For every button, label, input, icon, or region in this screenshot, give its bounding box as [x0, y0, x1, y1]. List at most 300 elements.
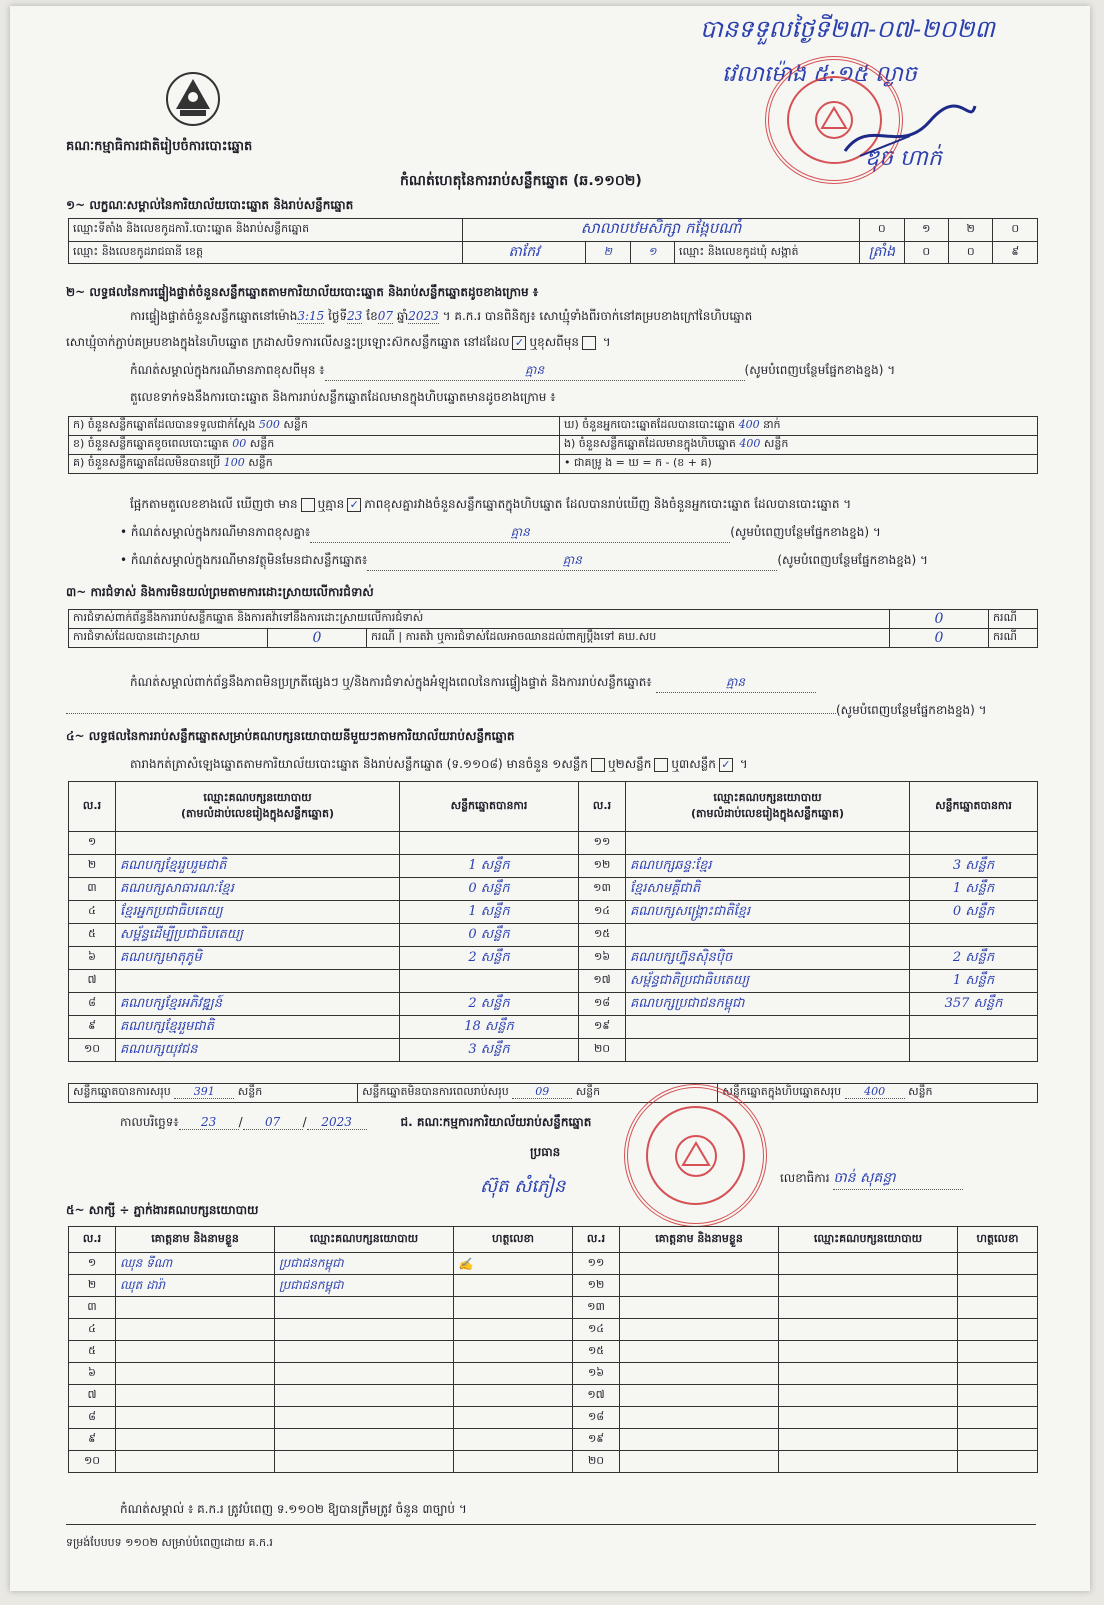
witness-party [779, 1275, 958, 1297]
footnote: កំណត់សម្គាល់ ៖ គ.ក.រ ត្រូវបំពេញ ទ.១១០២ ឱ្យបានត្រឹមត្រូវ ចំនួន ៣ច្បាប់ ។ [120, 1502, 467, 1516]
party-name: គណបក្សហ្វ៊ុនស៊ិនប៉ិច [626, 947, 910, 970]
witness-name [116, 1451, 275, 1473]
witness-party [779, 1297, 958, 1319]
row-no: ២ [69, 855, 116, 878]
col-party [626, 782, 910, 832]
witness-party [275, 1363, 454, 1385]
witness-signature [454, 1429, 573, 1451]
party-name [116, 832, 400, 855]
party-name [626, 1016, 910, 1039]
value: 400 [845, 1085, 905, 1099]
table-row [69, 1363, 1038, 1385]
appeal-label: ករណី | ការតវ៉ា ឬការជំទាស់ដែលអាចឈានដល់ពាក្យប្តឹងទៅ គឃ.សប [367, 629, 890, 648]
text: កំណត់សម្គាល់ក្នុងករណីមានភាពខុសពីមុន ៖ [130, 363, 325, 377]
text: សន្លឹកឆ្នោតមិនបានការពេលរាប់សរុប [362, 1085, 509, 1098]
witness-signature [454, 1451, 573, 1473]
location-code-digit: ១ [904, 219, 948, 242]
receiver-name-annotation: ឌុច ហាក់ [865, 146, 942, 171]
party-name [626, 924, 910, 947]
row-no: ៥ [69, 924, 116, 947]
party-name: គណបក្សខ្មែររួមជាតិ [116, 1016, 400, 1039]
table-row [69, 855, 1038, 878]
two-sheet-checkbox[interactable] [654, 758, 668, 772]
emblem-icon [671, 1131, 721, 1181]
unit: សន្លឹក [908, 1085, 933, 1098]
text: (តាមលំដាប់លេខរៀងក្នុងសន្លឹកឆ្នោត) [181, 806, 334, 820]
witness-table [68, 1226, 1038, 1473]
text: • កំណត់សម្គាល់ក្នុងករណីមានភាពខុសគ្នា៖ [120, 525, 311, 539]
row-no: ១ [69, 1253, 116, 1275]
party-votes: 3 សន្លឹក [400, 1039, 579, 1062]
difference-remark [120, 524, 881, 543]
witness-party [275, 1451, 454, 1473]
figures-intro: តួលេខទាក់ទងនឹងការបោះឆ្នោត និងការរាប់សន្លឹកឆ្នោតដែលមានក្នុងហិបឆ្នោតមានដូចខាងក្រោម ៖ [130, 390, 556, 404]
section2-title: ២~ លទ្ធផលនៃការផ្ទៀងផ្ទាត់ចំនួនសន្លឹកឆ្នោតតាមការិយាល័យបោះឆ្នោត និងរាប់សន្លឹកឆ្នោតដូចខាងក្រោម ៖ [66, 285, 539, 299]
party-votes: 18 សន្លឹក [400, 1016, 579, 1039]
value: 500 [258, 418, 280, 431]
location-value: សាលាបឋមសិក្សា កង្កែបណាំ [463, 219, 860, 242]
table-row [69, 832, 1038, 855]
witness-party [779, 1319, 958, 1341]
value: 00 [232, 437, 247, 450]
party-votes [400, 832, 579, 855]
value: គ្មាន [310, 524, 730, 543]
location-code-digit: ០ [993, 219, 1038, 242]
witness-signature [958, 1429, 1038, 1451]
text: (តាមលំដាប់លេខរៀងក្នុងសន្លឹកឆ្នោត) [691, 806, 844, 820]
text: ភាពខុសគ្នារវាងចំនួនសន្លឹកឆ្នោតក្នុងហិបឆ្នោត ដែលបានរាប់ឃើញ និងចំនួនអ្នកបោះឆ្នោត ដែលបានបោះឆ្នោត ។ [364, 497, 852, 511]
objection-label: ការជំទាស់ពាក់ព័ន្ធនឹងការរាប់សន្លឹកឆ្នោត និងការតវ៉ាទៅនឹងការដោះស្រាយលើការជំទាស់ [69, 610, 890, 629]
party-votes: 1 សន្លឹក [400, 901, 579, 924]
row-no: ១៩ [579, 1016, 626, 1039]
party-votes: 1 សន្លឹក [910, 970, 1038, 993]
text: ឈ្មោះគណបក្សនយោបាយ [203, 790, 312, 804]
results-body [69, 832, 1038, 1062]
table-row [69, 901, 1038, 924]
text: សន្លឹកឆ្នោតបានការសរុប [73, 1085, 171, 1098]
unit: នាក់ [763, 418, 781, 431]
witness-signature [454, 1319, 573, 1341]
verification-line-2: សោឃ្មុំចាក់ភ្ជាប់គម្របខាងក្នុងនៃហិបឆ្នោត ក្រដាសបិទការលើសន្ទះប្រឡោះស៊កសន្លឹកឆ្នោត នៅដដែល ✓ ឬខុសពីមុន ។ [66, 335, 611, 349]
row-no: ១៧ [573, 1385, 620, 1407]
witness-party [779, 1429, 958, 1451]
commune-code-digit: ០ [948, 242, 992, 264]
col-votes: សន្លឹកឆ្នោតបានការ [910, 782, 1038, 832]
chair-label: ប្រធាន [530, 1145, 561, 1159]
unit: សន្លឹក [763, 437, 789, 450]
appeal-value: 0 [890, 629, 989, 648]
party-name: គណបក្សប្រជាជនកម្ពុជា [626, 993, 910, 1016]
text: គ) ចំនួនសន្លឹកឆ្នោតដែលមិនបានប្រើ [73, 456, 221, 469]
witness-signature [958, 1253, 1038, 1275]
party-name [626, 1039, 910, 1062]
changed-checkbox[interactable] [582, 336, 596, 350]
committee-label: ជ. គណៈកម្មការការិយាល័យរាប់សន្លឹកឆ្នោត [400, 1115, 592, 1129]
party-name: ខ្មែរអ្នកប្រជាធិបតេយ្យ [116, 901, 400, 924]
difference-note [130, 362, 895, 381]
difference-value: គ្មាន [325, 362, 745, 381]
witness-party [275, 1297, 454, 1319]
one-sheet-checkbox[interactable] [591, 758, 605, 772]
party-votes: 2 សន្លឹក [910, 947, 1038, 970]
row-no: ១៣ [579, 878, 626, 901]
party-votes: 2 សន្លឹក [400, 993, 579, 1016]
table-row [69, 878, 1038, 901]
document-page [10, 6, 1090, 1591]
row-no: ១៦ [573, 1363, 620, 1385]
witness-signature [454, 1297, 573, 1319]
party-name [116, 970, 400, 993]
row-no: ១០ [69, 1039, 116, 1062]
party-votes [400, 970, 579, 993]
signature-top [840, 96, 980, 166]
row-no: ១២ [573, 1275, 620, 1297]
witness-name [116, 1429, 275, 1451]
text: កាលបរិច្ឆេទ៖ [120, 1115, 179, 1129]
irregularity-note-line2 [66, 702, 987, 720]
witness-name [116, 1407, 275, 1429]
party-name: សម្ព័ន្ធជាតិប្រជាធិបតេយ្យ [626, 970, 910, 993]
party-votes [910, 832, 1038, 855]
witness-signature: ✍ [454, 1253, 573, 1275]
text: ។ គ.ក.រ បានពិនិត្យ៖ សោឃ្មុំទាំងពីរចាក់នៅគម្របខាងក្រៅនៃហិបឆ្នោត [442, 309, 753, 323]
witness-party [779, 1407, 958, 1429]
row-no: ១៧ [579, 970, 626, 993]
table-row [69, 1297, 1038, 1319]
witness-name [620, 1253, 779, 1275]
location-code-digit: ២ [948, 219, 992, 242]
text: លេខាធិការ [780, 1171, 830, 1185]
text: ឈ្មោះគណបក្សនយោបាយ [713, 790, 822, 804]
commune-label: ឈ្មោះ និងលេខកូដឃុំ សង្កាត់ [674, 242, 859, 264]
unit: សន្លឹក [283, 418, 308, 431]
table-row [69, 1407, 1038, 1429]
three-sheet-checkbox[interactable]: ✓ [719, 758, 733, 772]
witness-signature [454, 1341, 573, 1363]
witness-name [620, 1275, 779, 1297]
witness-party [275, 1429, 454, 1451]
col-party: ឈ្មោះគណបក្សនយោបាយ [275, 1227, 454, 1253]
row-no: ១ [69, 832, 116, 855]
figure-cell [69, 417, 560, 436]
value: គ្មាន [656, 674, 816, 693]
unit: សន្លឹក [237, 1085, 263, 1098]
party-votes: 2 សន្លឹក [400, 947, 579, 970]
text: (សូមបំពេញបន្ថែមផ្នែកខាងខ្នង) ។ [777, 553, 928, 567]
row-no: ៩ [69, 1016, 116, 1039]
figure-cell [69, 455, 560, 474]
witness-name [116, 1319, 275, 1341]
party-votes: 3 សន្លឹក [910, 855, 1038, 878]
table-row [69, 947, 1038, 970]
party-name: គណបក្សយុវជន [116, 1039, 400, 1062]
row-no: ៤ [69, 901, 116, 924]
day: 23 [179, 1115, 239, 1130]
text: ការតវ៉ា ឬការជំទាស់ដែលអាចឈានដល់ពាក្យប្តឹងទៅ គឃ.សប [405, 630, 657, 643]
box-total [718, 1084, 1038, 1103]
row-no: ៣ [69, 1297, 116, 1319]
commission-name: គណៈកម្មាធិការជាតិរៀបចំការបោះឆ្នោត [66, 139, 253, 154]
row-no: ៩ [69, 1429, 116, 1451]
section4-title: ៤~ លទ្ធផលនៃការរាប់សន្លឹកឆ្នោតសម្រាប់គណបក្សនយោបាយនីមួយៗតាមការិយាល័យរាប់សន្លឹកឆ្នោត [66, 729, 515, 743]
row-no: ២ [69, 1275, 116, 1297]
table-row [69, 924, 1038, 947]
witness-signature [958, 1319, 1038, 1341]
witness-party [779, 1341, 958, 1363]
text: ង) ចំនួនសន្លឹកឆ្នោតដែលមានក្នុងហិបឆ្នោត [564, 437, 736, 450]
row-no: ៣ [69, 878, 116, 901]
col-name: គោត្តនាម និងនាមខ្លួន [116, 1227, 275, 1253]
objections-table [68, 609, 1038, 648]
text: • កំណត់សម្គាល់ក្នុងករណីមានវត្ថុមិនមែនជាសន្លឹកឆ្នោត៖ [120, 553, 368, 567]
month: 07 [243, 1115, 303, 1130]
witness-name: ឈុត ដារ៉ា [116, 1275, 275, 1297]
text: សន្លឹកឆ្នោតក្នុងហិបឆ្នោតសរុប [722, 1085, 842, 1098]
table-row [69, 1253, 1038, 1275]
date-line: កាលបរិច្ឆេទ៖ 23 / 07 / 2023 ជ. គណៈកម្មការការិយាល័យរាប់សន្លឹកឆ្នោត [120, 1115, 592, 1129]
witness-name [620, 1385, 779, 1407]
witness-signature [958, 1451, 1038, 1473]
foreign-object-remark [120, 552, 928, 571]
form-title: កំណត់ហេតុនៃការរាប់សន្លឹកឆ្នោត (ឆ.១១០២) [400, 173, 642, 189]
table-row [69, 1039, 1038, 1062]
col-votes: សន្លឹកឆ្នោតបានការ [400, 782, 579, 832]
commune-code-digit: ០ [904, 242, 948, 264]
witness-signature [958, 1363, 1038, 1385]
blank-line [66, 713, 836, 714]
text: ឃ) ចំនួនអ្នកបោះឆ្នោតដែលបានបោះឆ្នោត [564, 418, 736, 431]
text: ឬគ្មាន [317, 497, 345, 511]
table-row [69, 1341, 1038, 1363]
province-label: ឈ្មោះ និងលេខកូដរាជធានី ខេត្ត [69, 242, 463, 264]
witness-name [116, 1341, 275, 1363]
party-results-table [68, 781, 1038, 1062]
col-no: ល.រ [69, 1227, 116, 1253]
text: (សូមបំពេញបន្ថែមផ្នែកខាងខ្នង) ។ [730, 525, 881, 539]
col-party [116, 782, 400, 832]
party-votes [910, 924, 1038, 947]
party-votes: 0 សន្លឹក [400, 878, 579, 901]
figure-cell [560, 417, 1038, 436]
witness-body [69, 1253, 1038, 1473]
province-code-digit: ២ [586, 242, 630, 264]
row-no: ២០ [579, 1039, 626, 1062]
row-no: ១១ [579, 832, 626, 855]
col-party: ឈ្មោះគណបក្សនយោបាយ [779, 1227, 958, 1253]
form-footer: ទម្រង់បែបបទ ១១០២ សម្រាប់បំពេញដោយ គ.ក.រ [66, 1536, 273, 1549]
party-name: គណបក្សឆន្ទៈខ្មែរ [626, 855, 910, 878]
party-votes: 1 សន្លឹក [400, 855, 579, 878]
party-name: គណបក្សមាតុភូមិ [116, 947, 400, 970]
witness-signature [454, 1407, 573, 1429]
col-sign: ហត្ថលេខា [958, 1227, 1038, 1253]
text: ក) ចំនួនសន្លឹកឆ្នោតដែលបានទទួលជាក់ស្តែង [73, 418, 256, 431]
unchanged-checkbox[interactable]: ✓ [512, 336, 526, 350]
chair-signature: ស៊ុត សំភៀន [480, 1176, 566, 1197]
witness-party [779, 1385, 958, 1407]
witness-party: ប្រជាជនកម្ពុជា [275, 1253, 454, 1275]
commune-value: ត្រាំង [860, 242, 904, 264]
value: 400 [738, 418, 760, 431]
witness-name [620, 1429, 779, 1451]
party-name: គណបក្សខ្មែរអភិវឌ្ឍន៍ [116, 993, 400, 1016]
row-no: ៨ [69, 993, 116, 1016]
witness-name [620, 1451, 779, 1473]
party-votes [910, 1016, 1038, 1039]
witness-party [275, 1319, 454, 1341]
unit: ករណី [371, 630, 395, 643]
table-row [69, 1451, 1038, 1473]
resolved-label: ការជំទាស់ដែលបានដោះស្រាយ [69, 629, 268, 648]
party-votes: 0 សន្លឹក [400, 924, 579, 947]
received-date-annotation: បានទទួលថ្ងៃទី២៣-០៧-២០២៣ [700, 15, 995, 43]
text: សោឃ្មុំចាក់ភ្ជាប់គម្របខាងក្នុងនៃហិបឆ្នោត ក្រដាសបិទការលើសន្ទះប្រឡោះស៊កសន្លឹកឆ្នោត នៅដដែល [66, 335, 510, 349]
text: (សូមបំពេញបន្ថែមផ្នែកខាងខ្នង) ។ [836, 703, 987, 717]
col-sign: ហត្ថលេខា [454, 1227, 573, 1253]
party-name: ខ្មែរសាមគ្គីជាតិ [626, 878, 910, 901]
col-name: គោត្តនាម និងនាមខ្លួន [620, 1227, 779, 1253]
day-value: 23 [347, 309, 363, 323]
party-name: គណបក្សសង្គ្រោះជាតិខ្មែរ [626, 901, 910, 924]
location-table [68, 218, 1038, 264]
text: ថ្ងៃទី [328, 309, 348, 323]
table-row [69, 1385, 1038, 1407]
comparison-line [130, 496, 851, 514]
witness-party [275, 1407, 454, 1429]
row-no: ២០ [573, 1451, 620, 1473]
year: 2023 [307, 1115, 367, 1130]
section1-title: ១~ លក្ខណៈសម្គាល់នៃការិយាល័យបោះឆ្នោត និងរាប់សន្លឹកឆ្នោត [66, 198, 354, 212]
row-no: ១៨ [579, 993, 626, 1016]
irregularity-note [130, 674, 816, 693]
col-no: ល.រ [69, 782, 116, 832]
witness-party [779, 1451, 958, 1473]
nec-logo-icon [158, 64, 228, 134]
text: ឬខុសពីមុន [529, 335, 579, 349]
tally-sheet-count: តារាងកត់ត្រាសំឡេងឆ្នោតតាមការិយាល័យបោះឆ្នោត និងរាប់សន្លឹកឆ្នោត (ទ.១១០៨) មានចំនួន ១សន្លឹក ឬ២សន្លឹក ឬ៣សន្លឹក ✓ ។ [130, 757, 748, 771]
witness-signature [958, 1297, 1038, 1319]
location-code-digit: ០ [860, 219, 904, 242]
party-votes: 1 សន្លឹក [910, 878, 1038, 901]
valid-total [69, 1084, 358, 1103]
witness-signature [958, 1407, 1038, 1429]
witness-name [620, 1363, 779, 1385]
col-no: ល.រ [573, 1227, 620, 1253]
party-votes [910, 1039, 1038, 1062]
section3-title: ៣~ ការជំទាស់ និងការមិនយល់ព្រមតាមការដោះស្រាយលើការជំទាស់ [66, 585, 374, 599]
party-votes: 357 សន្លឹក [910, 993, 1038, 1016]
col-no: ល.រ [579, 782, 626, 832]
objection-value: 0 [890, 610, 989, 629]
row-no: ១០ [69, 1451, 116, 1473]
row-no: ៥ [69, 1341, 116, 1363]
text: ការផ្ទៀងផ្ទាត់ចំនួនសន្លឹកឆ្នោតនៅម៉ោង [130, 309, 298, 323]
formula-cell: • ជាគម្រូ ង = ឃ = ក - (ខ + គ) [560, 455, 1038, 474]
witness-name [620, 1341, 779, 1363]
province-value: តាកែវ [463, 242, 586, 264]
witness-name [620, 1407, 779, 1429]
table-row [69, 993, 1038, 1016]
row-no: ១៦ [579, 947, 626, 970]
row-no: ១១ [573, 1253, 620, 1275]
witness-name [116, 1297, 275, 1319]
row-no: ១៤ [579, 901, 626, 924]
footer-divider [66, 1524, 1036, 1525]
month-value: 07 [377, 309, 393, 323]
party-name: សម្ព័ន្ធដើម្បីប្រជាធិបតេយ្យ [116, 924, 400, 947]
value: 09 [512, 1085, 572, 1099]
row-no: ៨ [69, 1407, 116, 1429]
figures-table [68, 416, 1038, 474]
witness-signature [454, 1363, 573, 1385]
received-time-annotation: វេលាម៉ោង ៥:១៥ ល្ងាច [722, 62, 917, 87]
table-row [69, 1429, 1038, 1451]
witness-party [275, 1341, 454, 1363]
year-value: 2023 [408, 309, 439, 323]
text: ខ) ចំនួនសន្លឹកឆ្នោតខូចពេលបោះឆ្នោត [73, 437, 229, 450]
witness-signature [958, 1341, 1038, 1363]
row-no: ១៤ [573, 1319, 620, 1341]
table-row [69, 970, 1038, 993]
figure-cell [69, 436, 560, 455]
witness-signature [454, 1275, 573, 1297]
witness-name [620, 1297, 779, 1319]
unit: សន្លឹក [249, 437, 275, 450]
province-code-digit: ១ [630, 242, 674, 264]
witness-name: ឈុន ទីណា [116, 1253, 275, 1275]
figure-cell [560, 436, 1038, 455]
party-name [626, 832, 910, 855]
resolved-value: 0 [268, 629, 367, 648]
text: ខែ [366, 309, 378, 323]
value: 400 [739, 437, 761, 450]
table-row [69, 1016, 1038, 1039]
witness-signature [454, 1385, 573, 1407]
witness-name [116, 1363, 275, 1385]
unit: ករណី [989, 610, 1038, 629]
no-difference-checkbox[interactable]: ✓ [347, 498, 361, 512]
section5-title: ៥~ សាក្សី ÷ ភ្នាក់ងារគណបក្សនយោបាយ [66, 1203, 259, 1217]
witness-name [116, 1385, 275, 1407]
text: ឬ៣សន្លឹក [671, 757, 716, 771]
verification-line-1 [130, 308, 752, 326]
party-name: គណបក្សសាធារណៈខ្មែរ [116, 878, 400, 901]
text: (សូមបំពេញបន្ថែមផ្នែកខាងខ្នង) ។ [744, 363, 896, 377]
location-label: ឈ្មោះទីតាំង និងលេខកូដការិ.បោះឆ្នោត និងរាប់សន្លឹកឆ្នោត [69, 219, 463, 242]
witness-party [779, 1363, 958, 1385]
row-no: ១៥ [573, 1341, 620, 1363]
text: ឆ្នាំ [396, 309, 409, 323]
row-no: ១៩ [573, 1429, 620, 1451]
row-no: ៧ [69, 1385, 116, 1407]
has-difference-checkbox[interactable] [301, 498, 315, 512]
table-row [69, 1319, 1038, 1341]
row-no: ៧ [69, 970, 116, 993]
party-votes: 0 សន្លឹក [910, 901, 1038, 924]
unit: សន្លឹក [248, 456, 273, 469]
witness-party [275, 1385, 454, 1407]
value: 391 [174, 1085, 234, 1099]
value: 100 [223, 456, 245, 469]
row-no: ១២ [579, 855, 626, 878]
row-no: ១៣ [573, 1297, 620, 1319]
row-no: ៦ [69, 947, 116, 970]
row-no: ៤ [69, 1319, 116, 1341]
secretary-name: ចាន់ សុគន្ធា [833, 1168, 963, 1190]
text: ឬ២សន្លឹក [608, 757, 652, 771]
text: កំណត់សម្គាល់ពាក់ព័ន្ធនឹងភាពមិនប្រក្រតីផ្សេងៗ ឬ/និងការជំទាស់ក្នុងអំឡុងពេលនៃការផ្ទៀងផ្ទាត់ និងការរាប់សន្លឹកឆ្នោត៖ [130, 675, 652, 689]
row-no: ៦ [69, 1363, 116, 1385]
